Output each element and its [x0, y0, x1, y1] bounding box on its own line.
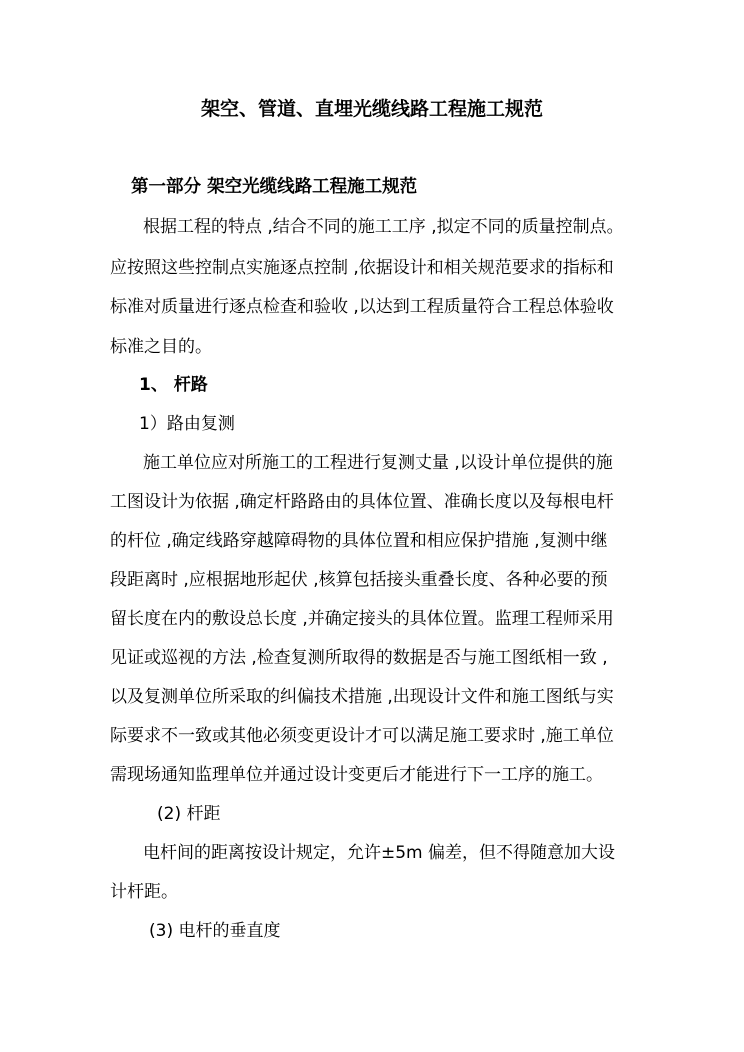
section-heading-pole-line: 1、 杆路	[139, 375, 208, 395]
survey-paragraph-line: 工图设计为依据 ,确定杆路路由的具体位置、准确长度以及每根电杆	[110, 492, 614, 512]
part-heading: 第一部分 架空光缆线路工程施工规范	[131, 177, 418, 197]
subsection-heading-route-survey: 1）路由复测	[139, 414, 235, 434]
document-title: 架空、管道、直埋光缆线路工程施工规范	[200, 98, 543, 120]
intro-paragraph-line: 标准之目的。	[110, 337, 212, 357]
intro-paragraph-line: 根据工程的特点 ,结合不同的施工工序 ,拟定不同的质量控制点。	[143, 217, 624, 237]
spacing-paragraph-line: 计杆距。	[110, 882, 178, 902]
survey-paragraph-line: 留长度在内的敷设总长度 ,并确定接头的具体位置。监理工程师采用	[110, 609, 614, 629]
survey-paragraph-line: 见证或巡视的方法 ,检查复测所取得的数据是否与施工图纸相一致 ,	[110, 648, 608, 668]
survey-paragraph-line: 需现场通知监理单位并通过设计变更后才能进行下一工序的施工。	[110, 765, 603, 785]
intro-paragraph-line: 标准对质量进行逐点检查和验收 ,以达到工程质量符合工程总体验收	[110, 297, 614, 317]
survey-paragraph-line: 施工单位应对所施工的工程进行复测丈量 ,以设计单位提供的施	[143, 453, 613, 473]
survey-paragraph-line: 段距离时 ,应根据地形起伏 ,核算包括接头重叠长度、各种必要的预	[110, 570, 608, 590]
intro-paragraph-line: 应按照这些控制点实施逐点控制 ,依据设计和相关规范要求的指标和	[110, 258, 614, 278]
spacing-paragraph-line: 电杆间的距离按设计规定，允许±5m 偏差，但不得随意加大设	[143, 843, 616, 863]
survey-paragraph-line: 的杆位 ,确定线路穿越障碍物的具体位置和相应保护措施 ,复测中继	[110, 531, 608, 551]
survey-paragraph-line: 以及复测单位所采取的纠偏技术措施 ,出现设计文件和施工图纸与实	[110, 687, 614, 707]
subsection-heading-pole-verticality: (3) 电杆的垂直度	[149, 921, 281, 941]
survey-paragraph-line: 际要求不一致或其他必须变更设计才可以满足施工要求时 ,施工单位	[110, 726, 614, 746]
subsection-heading-pole-spacing: (2) 杆距	[157, 804, 221, 824]
